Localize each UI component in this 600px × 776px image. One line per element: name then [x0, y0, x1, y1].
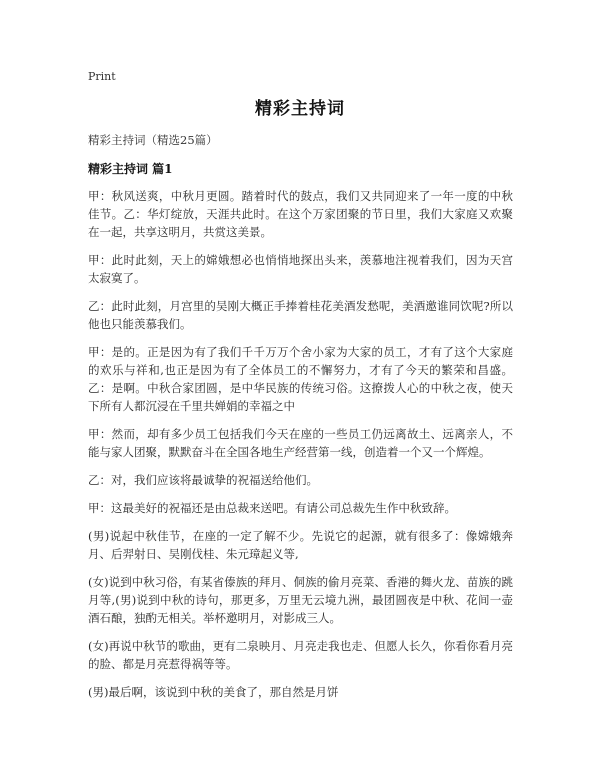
paragraph-3: 乙：此时此刻，月宫里的吴刚大概正手捧着桂花美酒发愁呢，美酒邀谁同饮呢?所以他也只能羡慕我们。 [88, 299, 513, 331]
paragraph-5: 甲：然而，却有多少员工包括我们今天在座的一些员工仍远离故土、远离亲人，不能与家人团聚，默默奋斗在全国各地生产经营第一线，创造着一个又一个辉煌。 [88, 427, 513, 459]
paragraph-1: 甲：秋风送爽，中秋月更圆。踏着时代的鼓点，我们又共同迎来了一年一度的中秋佳节。乙：华灯绽放，天涯共此时。在这个万家团聚的节日里，我们大家庭又欢聚在一起，共享这明月，共赏这美景。 [88, 189, 513, 239]
paragraph-6: 乙：对，我们应该将最诚挚的祝福送给他们。 [88, 473, 318, 487]
paragraph-11: (男)最后啊，该说到中秋的美食了，那自然是月饼 [88, 685, 339, 699]
print-label[interactable]: Print [88, 70, 116, 83]
paragraph-10: (女)再说中秋节的歌曲，更有二泉映月、月亮走我也走、但愿人长久，你看你看月亮的脸、都是月亮惹得祸等等。 [88, 639, 513, 671]
document-content [88, 131, 513, 711]
paragraph-4: 甲：是的。正是因为有了我们千千万万个舍小家为大家的员工，才有了这个大家庭的欢乐与祥和,也正是因为有了全体员工的不懈努力，才有了今天的繁荣和昌盛。乙：是啊。中秋合家团圆，是中华民族的传统习俗。这撩拨人心的中秋之夜，使天下所有人都沉浸在千里共婵娟的幸福之中 [88, 345, 513, 413]
section-heading: 精彩主持词 篇1 [88, 162, 173, 176]
page-title: 精彩主持词 [255, 99, 345, 119]
paragraph-8: (男)说起中秋佳节，在座的一定了解不少。先说它的起源，就有很多了：像嫦娥奔月、后羿射日、吴刚伐桂、朱元璋起义等, [88, 529, 513, 561]
paragraph-9: (女)说到中秋习俗，有某省傣族的拜月、侗族的偷月亮菜、香港的舞火龙、苗族的跳月等,(男)说到中秋的诗句，那更多，万里无云境九洲，最团圆夜是中秋、花间一壶酒石酿，独酌无相关。举杯邀明月，对影成三人。 [88, 575, 513, 625]
paragraph-7: 甲：这最美好的祝福还是由总裁来送吧。有请公司总裁先生作中秋致辞。 [88, 501, 456, 515]
document-subtitle: 精彩主持词（精选25篇） [88, 133, 218, 147]
paragraph-2: 甲：此时此刻，天上的嫦娥想必也悄悄地探出头来，羡慕地注视着我们，因为天宫太寂寞了。 [88, 253, 513, 285]
